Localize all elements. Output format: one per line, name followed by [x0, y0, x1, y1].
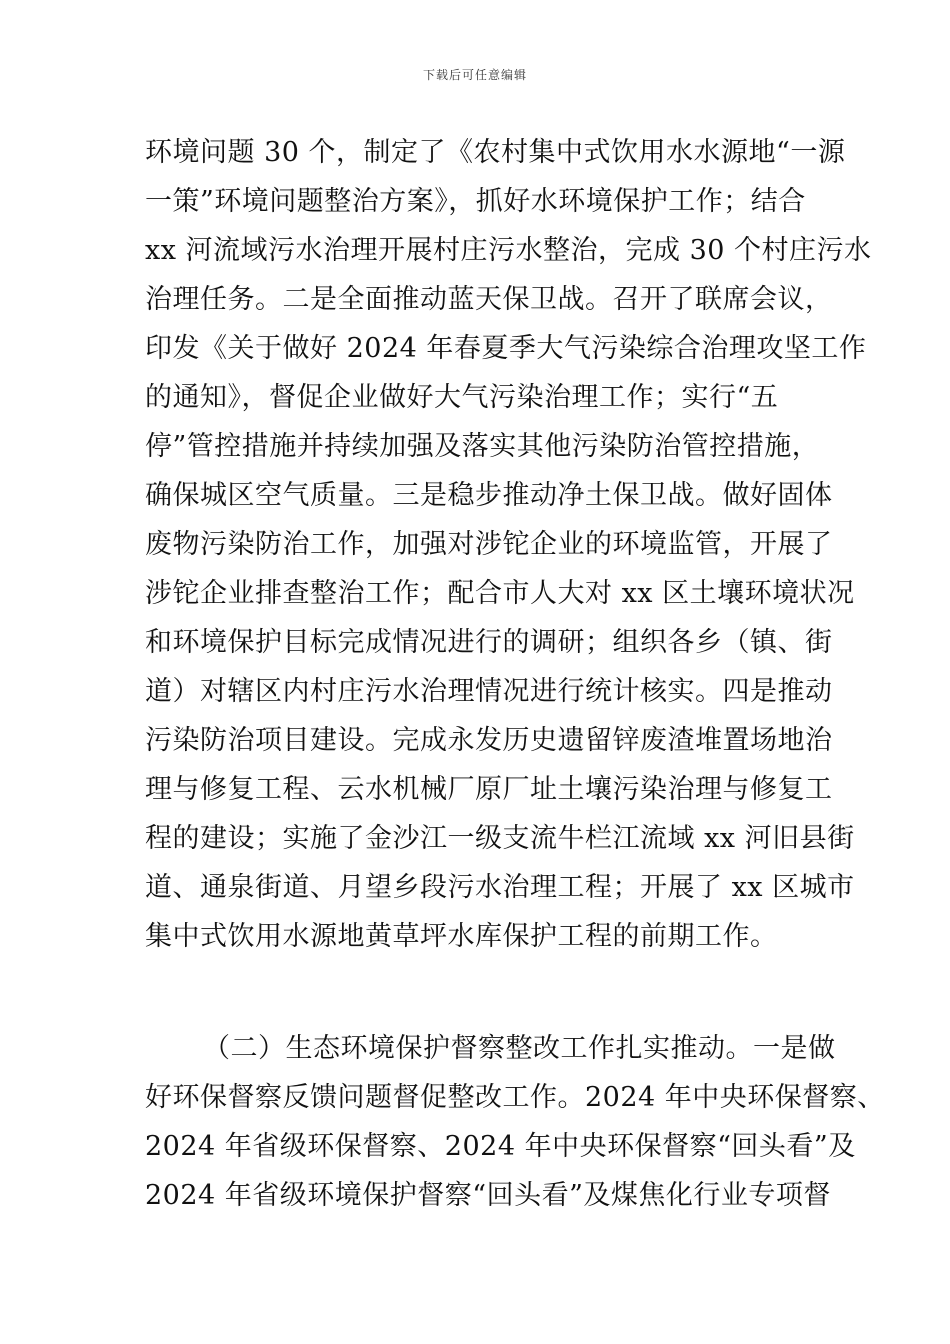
text-line: 废物污染防治工作，加强对涉铊企业的环境监管，开展了	[145, 529, 833, 560]
text-line: xx 河流域污水治理开展村庄污水整治，完成 30 个村庄污水	[145, 235, 872, 266]
text-line: 2024 年省级环保督察、2024 年中央环保督察“回头看”及	[145, 1131, 856, 1162]
text-line: 印发《关于做好 2024 年春夏季大气污染综合治理攻坚工作	[145, 333, 867, 364]
text-line: 理与修复工程、云水机械厂原厂址土壤污染治理与修复工	[145, 774, 833, 805]
text-line: 污染防治项目建设。完成永发历史遗留锌废渣堆置场地治	[145, 725, 833, 756]
text-line: 道）对辖区内村庄污水治理情况进行统计核实。四是推动	[145, 676, 833, 707]
text-line: 道、通泉街道、月望乡段污水治理工程；开展了 xx 区城市	[145, 872, 855, 903]
text-line: 确保城区空气质量。三是稳步推动净土保卫战。做好固体	[145, 480, 833, 511]
text-line: 程的建设；实施了金沙江一级支流牛栏江流域 xx 河旧县街	[145, 823, 855, 854]
text-line: 涉铊企业排查整治工作；配合市人大对 xx 区土壤环境状况	[145, 578, 855, 609]
text-line: 停”管控措施并持续加强及落实其他污染防治管控措施，	[145, 431, 820, 462]
page-header: 下载后可任意编辑	[422, 68, 527, 82]
text-line: 和环境保护目标完成情况进行的调研；组织各乡（镇、街	[145, 627, 833, 658]
paragraph-2	[145, 1024, 885, 1220]
text-line: 集中式饮用水源地黄草坪水库保护工程的前期工作。	[145, 921, 778, 952]
text-line: 环境问题 30 个，制定了《农村集中式饮用水水源地“一源	[145, 137, 846, 168]
text-line: 治理任务。二是全面推动蓝天保卫战。召开了联席会议，	[145, 284, 833, 315]
text-line: 好环保督察反馈问题督促整改工作。2024 年中央环保督察、	[145, 1082, 885, 1113]
text-line: （二）生态环境保护督察整改工作扎实推动。一是做	[203, 1033, 836, 1064]
paragraph-1	[145, 128, 872, 961]
text-line: 一策”环境问题整治方案》，抓好水环境保护工作；结合	[145, 186, 806, 217]
text-line: 2024 年省级环境保护督察“回头看”及煤焦化行业专项督	[145, 1180, 831, 1211]
text-line: 的通知》，督促企业做好大气污染治理工作；实行“五	[145, 382, 779, 413]
